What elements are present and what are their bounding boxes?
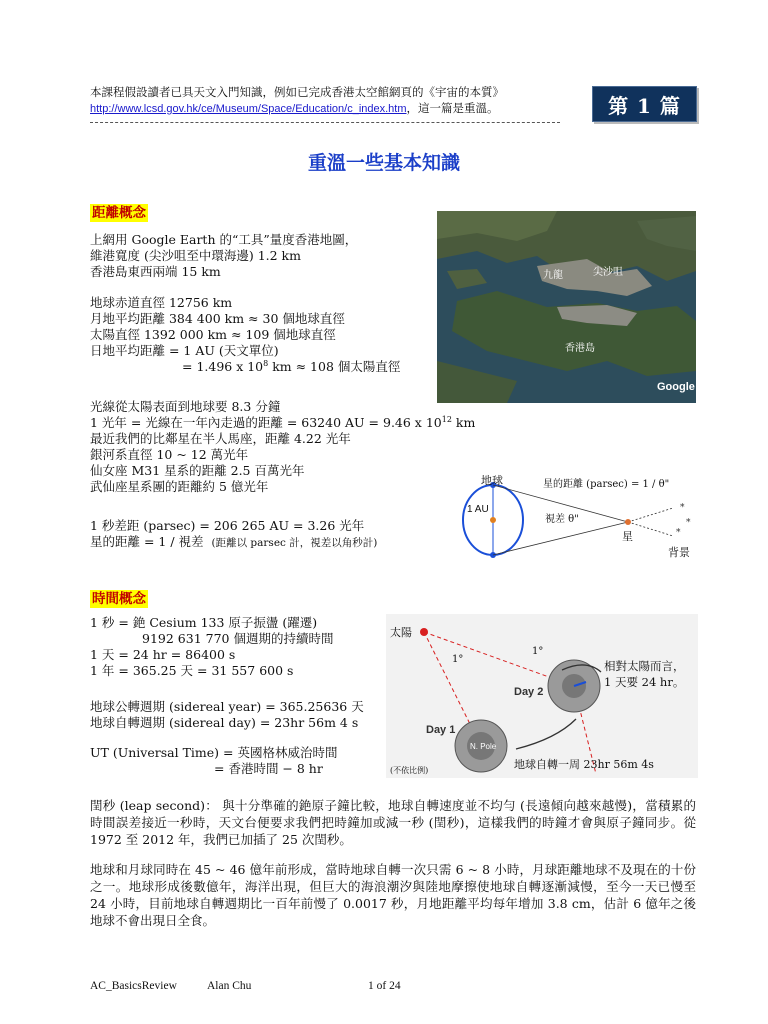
ut-lines [90,745,337,777]
earth-rotation-diagram [386,614,698,778]
hong-kong-satellite-map [437,211,696,403]
distance-lines-b [90,295,400,375]
parallax-formula: 星的距離 (parsec) = 1 / θ" [543,479,670,490]
time-heading-label: 時間概念 [92,591,146,607]
footer-doc-name: AC_BasicsReview [90,980,177,992]
svg-text:*: * [676,528,681,538]
svg-text:*: * [680,503,685,513]
day2-label: Day 2 [514,686,544,698]
au-line: = 1.496 x $10^8$ km ≈ 108 個太陽直徑 [182,359,401,374]
leap-second-paragraph: 閏秒 (leap second)： 與十分準確的銫原子鐘比較，地球自轉速度並不均勻 (長遠傾向越來越慢)，當積累的時間誤差接近一秒時，天文台便要求我們把時鐘加或減一秒 (閏秒)，這樣我們的時鐘才會與原子鐘同步。從 1972 至 2012 年，我們已加插了 25 次閏秒。 [90,798,696,847]
parallax-earth-label: 地球 [481,474,503,487]
scale-note: (不依比例) [390,766,429,775]
map-label-kowloon: 九龍 [543,270,563,281]
text-line: 地球公轉週期 (sidereal year) = 365.25636 天 [90,699,364,714]
distance-heading [90,201,148,221]
text-line: 1 年 = 365.25 天 = 31 557 600 s [90,663,294,678]
text-line: 日地平均距離 = 1 AU (天文單位) [90,343,279,358]
text-line: 光線從太陽表面到地球要 8.3 分鐘 [90,399,281,414]
map-label-tst: 尖沙咀 [593,267,623,278]
course-link[interactable]: http://www.lcsd.gov.hk/ce/Museum/Space/Education/c_index.htm [90,103,407,115]
distance-heading-label: 距離概念 [92,205,146,221]
intro-line-1: 本課程假設讀者已具天文入門知識，例如已完成香港太空館網頁的《宇宙的本質》 [90,85,504,99]
text-line: 最近我們的比鄰星在半人馬座，距離 4.22 光年 [90,431,351,446]
text-line: 上網用 Google Earth 的“工具”量度香港地圖， [90,232,358,247]
rotation-period-label: 地球自轉一周 23hr 56m 4s [514,758,654,771]
chapter-badge: 第 1 篇 [592,86,697,122]
ut-line-2: = 香港時間 − 8 hr [214,761,323,776]
ut-line: UT (Universal Time) = 英國格林威治時間 [90,745,338,760]
sun-label: 太陽 [390,626,412,639]
intro-suffix: ，這一篇是重溫。 [406,101,499,115]
svg-text:*: * [686,518,691,528]
text-line: 香港島東西兩端 15 km [90,264,221,279]
sun-dot [490,517,496,523]
parsec-line: 1 秒差距 (parsec) = 206 265 AU = 3.26 光年 [90,518,365,533]
earth-moon-paragraph: 地球和月球同時在 45 ~ 46 億年前形成，當時地球自轉一次只需 6 ~ 8 小時，月球距離地球不及現在的十份之一。地球形成後數億年，海洋出現，但巨大的海浪潮汐與陸地摩擦使地球自轉逐漸減慢，至今一天已慢至 24 小時，目前地球自轉週期比一百年前慢了 0.0017 秒，月地距離平均每年增加 3.8 cm，估計 6 億年之後地球不會出現日全食。 [90,862,696,928]
text-line: 地球自轉週期 (sidereal day) = 23hr 56m 4 s [90,715,359,730]
text-line: 銀河系直徑 10 ~ 12 萬光年 [90,447,249,462]
header-intro [90,84,560,117]
footer-author: Alan Chu [207,980,252,992]
parallax-background-label: 背景 [668,546,690,559]
map-label-hk-island: 香港島 [565,343,595,354]
solar-day-note: 相對太陽而言， 1 天要 24 hr。 [604,659,685,689]
text-line: 1 天 = 24 hr = 86400 s [90,647,236,662]
star-dot [625,519,631,525]
time-lines-b [90,699,364,731]
text-line: 地球赤道直徑 12756 km [90,295,233,310]
text-line: 月地平均距離 384 400 km ≈ 30 個地球直徑 [90,311,345,326]
page-title: 重溫一些基本知識 [307,152,460,174]
day1-label: Day 1 [426,724,456,736]
north-pole-label: N. Pole [470,742,497,751]
parallax-au-label: 1 AU [467,504,489,515]
star-distance-line: 星的距離 = 1 / 視差 (距離以 parsec 計，視差以角秒計) [90,534,378,549]
text-line: 9192 631 770 個週期的持續時間 [142,631,334,646]
header-divider [90,122,560,123]
lightyear-line: 1 光年 = 光線在一年內走過的距離 = 63240 AU = 9.46 x $10^{12}$ km [90,415,476,430]
google-watermark: Google [657,381,695,393]
text-line: 維港寬度 (尖沙咀至中環海邊) 1.2 km [90,248,301,263]
time-heading [90,587,148,607]
text-line: 太陽直徑 1392 000 km ≈ 109 個地球直徑 [90,327,336,342]
parallax-angle-label: 視差 θ" [545,514,579,525]
parallax-star-label: 星 [622,530,633,543]
parallax-diagram [448,470,698,565]
text-line: 仙女座 M31 星系的距離 2.5 百萬光年 [90,463,305,478]
angle-label-2: 1° [532,646,544,657]
parsec-lines [90,518,377,550]
footer-page-number: 1 of 24 [368,980,401,992]
distance-lines-a [90,232,357,280]
distance-lines-c [90,399,475,495]
angle-label-1: 1° [452,654,464,665]
time-lines-a [90,615,333,679]
intro-line-2 [90,100,560,117]
text-line: 1 秒 = 銫 Cesium 133 原子振盪 (躍遷) [90,615,318,630]
text-line: 武仙座星系團的距離約 5 億光年 [90,479,269,494]
